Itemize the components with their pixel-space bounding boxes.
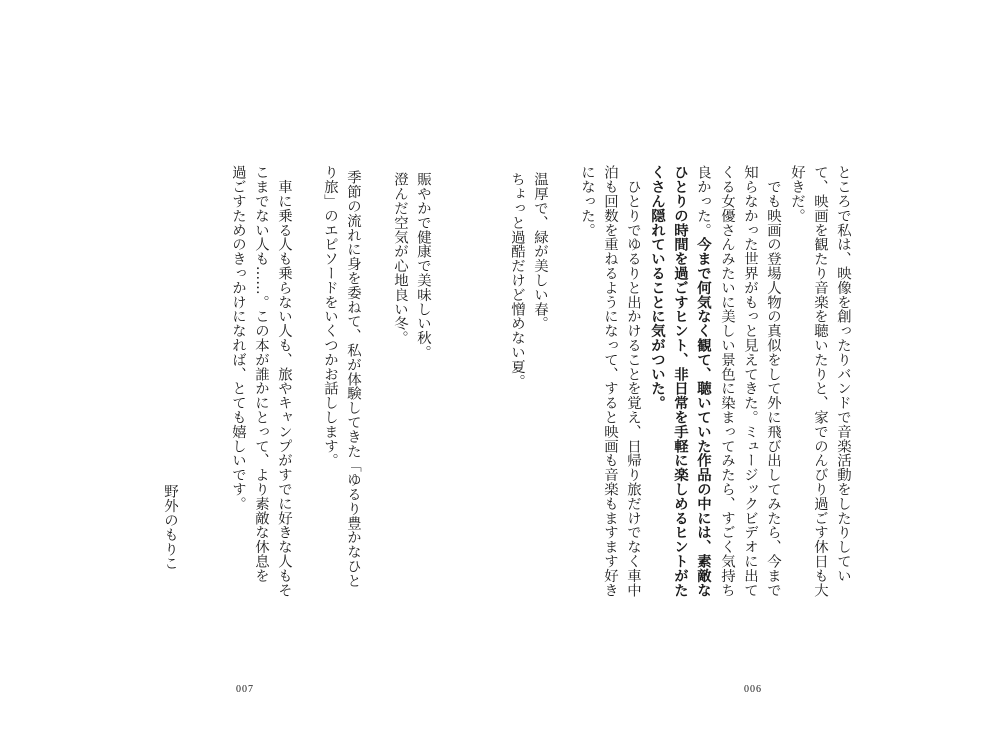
text-line: ところで私は、映像を創ったりバンドで音楽活動をしたりしてい <box>835 165 851 583</box>
text-line: 澄んだ空気が心地良い冬。 <box>392 172 408 345</box>
text-line: 過ごすためのきっかけになれば、とても嬉しいです。 <box>230 165 246 511</box>
text-line: くる女優さんみたいに美しい景色に染まってみたら、すごく気持ち <box>719 165 735 597</box>
text-line: ひとりでゆるりと出かけることを覚え、日帰り旅だけでなく車中 <box>625 165 641 597</box>
page-number: 006 <box>744 684 762 695</box>
text-line-bold: くさん隠れていることに気がついた。 <box>649 165 665 410</box>
text-line <box>693 165 713 597</box>
text-line: 知らなかった世界がもっと見えてきた。ミュージックビデオに出て <box>742 165 758 597</box>
text-line: 車に乗る人も乗らない人も、旅やキャンプがすでに好きな人もそ <box>276 165 292 597</box>
text-line: 温厚で、緑が美しい春。 <box>532 172 548 331</box>
text-line: こまでない人も……。この本が誰かにとって、より素敵な休息を <box>253 165 269 583</box>
text-line: になった。 <box>579 165 595 237</box>
text-line: 季節の流れに身を委ねて、私が体験してきた「ゆるり豊かなひと <box>345 170 361 588</box>
text-line: り旅」のエピソードをいくつかお話しします。 <box>322 165 338 468</box>
text-line: でも映画の登場人物の真似をして外に飛び出してみたら、今まで <box>765 165 781 597</box>
text-bold: 今まで何気なく観て、聴いていた作品の中には、素敵な <box>695 237 711 597</box>
text-line: て、映画を観たり音楽を聴いたりと、家でのんびり過ごす休日も大 <box>812 165 828 597</box>
signature: 野外のもりこ <box>162 484 178 571</box>
page-number: 007 <box>236 684 254 695</box>
text-line: 賑やかで健康で美味しい秋。 <box>415 172 431 360</box>
text-line: 好きだ。 <box>789 165 805 223</box>
text-line: ちょっと過酷だけど憎めない夏。 <box>509 172 525 388</box>
text-line-bold: ひとりの時間を過ごすヒント、非日常を手軽に楽しめるヒントがた <box>672 165 688 597</box>
text-normal: 良かった。 <box>695 165 711 237</box>
text-line: 泊も回数を重ねるようになって、すると映画も音楽もますます好き <box>602 165 618 597</box>
